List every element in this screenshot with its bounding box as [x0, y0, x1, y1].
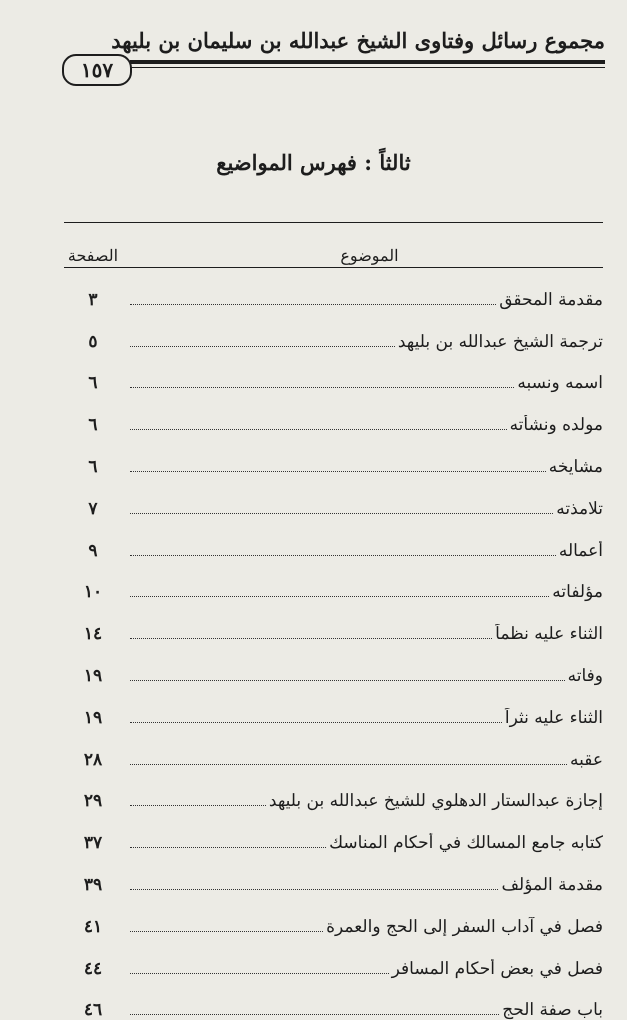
toc-entry-page: ١٠	[83, 582, 103, 603]
dot-leader	[130, 847, 326, 848]
toc-row	[64, 393, 603, 435]
toc-entry	[122, 332, 603, 352]
toc-entry	[122, 1000, 603, 1020]
toc-entry-page: ٣	[88, 289, 98, 310]
toc-row	[64, 686, 603, 728]
toc-entry-title: مقدمة المحقق	[499, 289, 603, 310]
toc-header	[64, 223, 603, 268]
toc-entry-page: ٢٨	[83, 749, 103, 770]
toc-entry-title: الثناء عليه نثراً	[504, 707, 603, 728]
dot-leader	[130, 1014, 499, 1015]
toc-row	[64, 602, 603, 644]
dot-leader	[130, 931, 323, 932]
header-rule-thick	[130, 60, 605, 64]
toc-entry-title: إجازة عبدالستار الدهلوي للشيخ عبدالله بن بليهد	[268, 791, 603, 812]
column-header-topic: الموضوع	[340, 246, 399, 265]
toc-entry-page: ٤١	[83, 916, 103, 937]
toc-entry-title: باب صفة الحج	[502, 1000, 603, 1020]
toc-row	[64, 937, 603, 979]
toc-entry	[122, 290, 603, 310]
toc-row	[64, 770, 603, 812]
toc-body	[64, 268, 603, 1020]
toc-entry-title: فصل في بعض أحكام المسافر	[391, 958, 603, 979]
toc-entry	[122, 373, 603, 393]
toc-entry-page: ٩	[88, 540, 98, 561]
toc-row	[64, 561, 603, 603]
toc-entry-page: ٣٩	[83, 874, 103, 895]
dot-leader	[130, 973, 389, 974]
toc-entry-title: أعماله	[558, 540, 603, 561]
toc-entry-page: ٣٧	[83, 833, 103, 854]
dot-leader	[130, 513, 553, 514]
toc-entry	[122, 791, 603, 811]
toc-entry-title: مشايخه	[548, 456, 603, 477]
toc-entry-page: ١٩	[83, 707, 103, 728]
dot-leader	[130, 722, 502, 723]
dot-leader	[130, 471, 546, 472]
toc-entry	[122, 457, 603, 477]
toc-entry	[122, 750, 603, 770]
header-rule-thin	[130, 67, 605, 68]
dot-leader	[130, 889, 498, 890]
toc-entry-page: ٥	[88, 331, 98, 352]
toc-entry-title: تلامذته	[556, 498, 603, 519]
toc-entry	[122, 666, 603, 686]
toc-entry	[122, 541, 603, 561]
toc-row	[64, 728, 603, 770]
dot-leader	[130, 638, 492, 639]
dot-leader	[130, 304, 496, 305]
toc-entry-title: ترجمة الشيخ عبدالله بن بليهد	[397, 331, 603, 352]
page-number-badge: ١٥٧	[62, 54, 132, 86]
toc-entry-page: ٦	[88, 456, 98, 477]
dot-leader	[130, 555, 556, 556]
toc-row	[64, 644, 603, 686]
toc-entry	[122, 917, 603, 937]
toc-row	[64, 268, 603, 310]
toc-entry-page: ٤٤	[83, 958, 103, 979]
toc-row	[64, 895, 603, 937]
toc-row	[64, 811, 603, 853]
toc-entry-title: فصل في آداب السفر إلى الحج والعمرة	[326, 916, 603, 937]
dot-leader	[130, 805, 266, 806]
toc-table	[64, 222, 603, 1020]
section-title: ثالثاً : فهرس المواضيع	[216, 150, 411, 175]
toc-entry	[122, 833, 603, 853]
toc-entry-title: مقدمة المؤلف	[501, 874, 603, 895]
toc-entry-page: ١٤	[83, 624, 103, 645]
toc-row	[64, 352, 603, 394]
dot-leader	[130, 429, 507, 430]
toc-entry-page: ٢٩	[83, 791, 103, 812]
running-head-title: مجموع رسائل وفتاوى الشيخ عبدالله بن سليمان بن بليهد	[111, 28, 605, 53]
toc-entry-title: مولده ونشأته	[509, 415, 603, 436]
toc-entry	[122, 708, 603, 728]
toc-entry-page: ٧	[88, 498, 98, 519]
dot-leader	[130, 346, 395, 347]
dot-leader	[130, 764, 567, 765]
toc-entry	[122, 415, 603, 435]
toc-entry	[122, 959, 603, 979]
toc-entry-page: ١٩	[83, 665, 103, 686]
toc-entry-page: ٦	[88, 373, 98, 394]
toc-row	[64, 310, 603, 352]
toc-entry-title: عقبه	[570, 749, 603, 770]
toc-entry	[122, 499, 603, 519]
dot-leader	[130, 680, 565, 681]
toc-entry-title: اسمه ونسبه	[517, 373, 603, 394]
column-header-page: الصفحة	[67, 246, 119, 265]
toc-row	[64, 853, 603, 895]
toc-entry	[122, 582, 603, 602]
toc-entry-title: كتابه جامع المسالك في أحكام المناسك	[329, 833, 603, 854]
toc-entry-page: ٤٦	[83, 1000, 103, 1020]
toc-entry-title: الثناء عليه نظماً	[495, 624, 603, 645]
toc-row	[64, 519, 603, 561]
dot-leader	[130, 387, 514, 388]
toc-row	[64, 979, 603, 1020]
dot-leader	[130, 596, 549, 597]
toc-entry	[122, 624, 603, 644]
toc-row	[64, 477, 603, 519]
toc-entry-title: مؤلفاته	[552, 582, 603, 603]
toc-row	[64, 435, 603, 477]
toc-entry	[122, 875, 603, 895]
toc-entry-page: ٦	[88, 415, 98, 436]
toc-entry-title: وفاته	[567, 665, 603, 686]
